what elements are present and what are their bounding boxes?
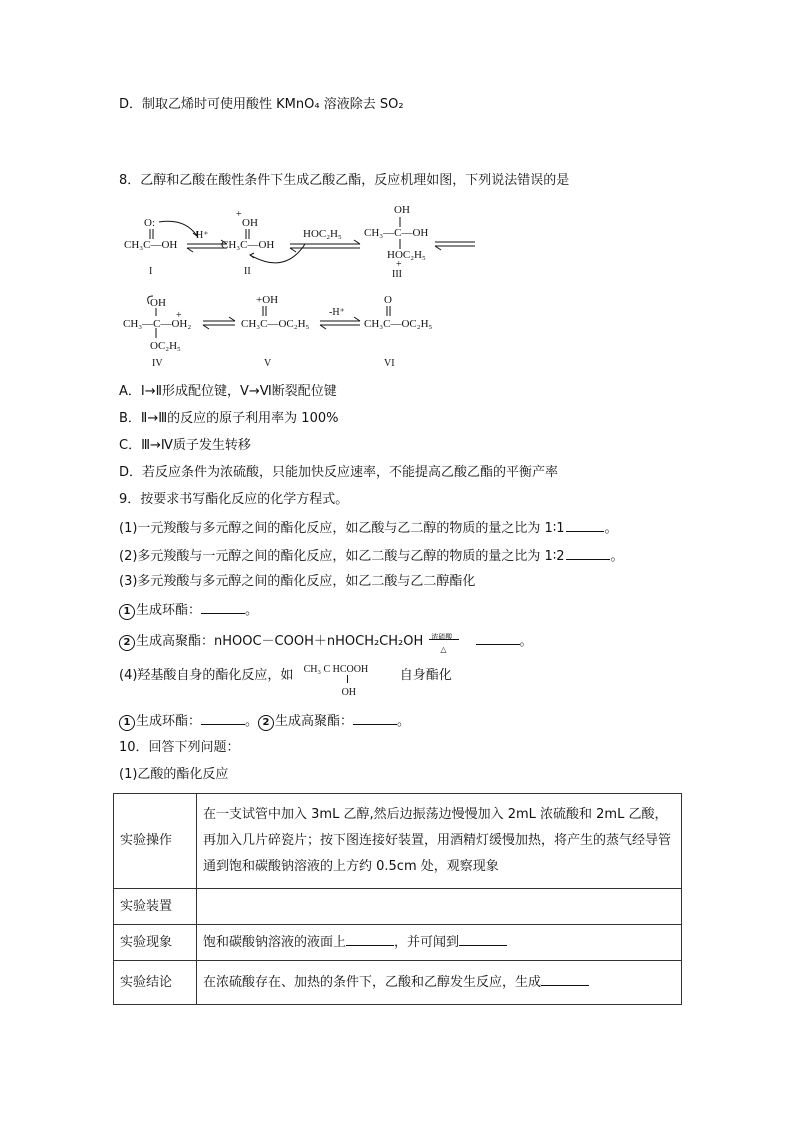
arrow-minus-h: -H⁺ bbox=[329, 307, 345, 318]
s5-top: +OH bbox=[256, 294, 279, 306]
q9-sub-3-text: 生成环酯： bbox=[136, 714, 202, 729]
s6-top: O bbox=[384, 294, 392, 306]
q8-option-d: D．若反应条件为浓硫酸，只能加快反应速率，不能提高乙酸乙酯的平衡产率 bbox=[119, 465, 559, 480]
answer-blank[interactable] bbox=[541, 973, 589, 986]
condition-bottom: △ bbox=[440, 644, 447, 654]
q9-sub-2-text: 生成高聚酯：nHOOC－COOH＋nHOCH₂CH₂OH bbox=[136, 634, 424, 649]
label-6: VI bbox=[384, 358, 395, 369]
experiment-table bbox=[113, 793, 682, 1005]
s6-main: CH₃C—OC₂H₅ bbox=[364, 318, 433, 330]
row-header: 实验结论 bbox=[114, 961, 197, 1005]
s5-main: CH₃C—OC₂H₅ bbox=[241, 318, 310, 330]
table-row bbox=[114, 794, 682, 889]
table-row bbox=[114, 925, 682, 961]
s3-main: CH₃—C—OH bbox=[364, 227, 429, 239]
label-5: V bbox=[264, 358, 272, 369]
curved-arrow-1 bbox=[159, 221, 197, 236]
q9-part-2 bbox=[119, 547, 624, 566]
q9-sub-2 bbox=[119, 632, 533, 654]
q9-part-3: (3)多元羧酸与多元醇之间的酯化反应，如乙二酸与乙二醇酯化 bbox=[119, 574, 476, 589]
period: 。 bbox=[610, 549, 624, 564]
apparatus-cell bbox=[197, 889, 682, 925]
s2-main: CH₃C—OH bbox=[221, 239, 275, 251]
q9-part-1-text: (1)一元羧酸与多元醇之间的酯化反应，如乙酸与乙二醇的物质的量之比为 1∶1 bbox=[119, 521, 565, 536]
q9-part-2-text: (2)多元羧酸与一元醇之间的酯化反应，如乙二酸与乙醇的物质的量之比为 1∶2 bbox=[119, 549, 565, 564]
period: 。 bbox=[245, 714, 259, 729]
formula-bond bbox=[347, 675, 348, 683]
s3-top: OH bbox=[394, 204, 410, 216]
answer-blank[interactable] bbox=[566, 547, 610, 560]
conclusion-text: 在浓硫酸存在、加热的条件下，乙酸和乙醇发生反应，生成 bbox=[203, 974, 542, 990]
condition-top: 浓硫酸 bbox=[431, 632, 453, 641]
table-row bbox=[114, 889, 682, 925]
row-header: 实验装置 bbox=[114, 889, 197, 925]
equilibrium-arrow-3 bbox=[435, 238, 475, 250]
row-content: 在一支试管中加入 3mL 乙醇,然后边振荡边慢慢加入 2mL 浓硫酸和 2mL 乙酸，再加入几片碎瓷片；按下图连接好装置，用酒精灯缓慢加热，将产生的蒸气经导管通到饱和碳酸钠溶液的上方约 0.5cm 处，观察现象 bbox=[197, 794, 682, 889]
q8-option-a: A．Ⅰ→Ⅱ形成配位键，Ⅴ→Ⅵ断裂配位键 bbox=[119, 384, 337, 399]
q9-sub-4-text: 生成高聚酯： bbox=[275, 714, 354, 729]
circled-number: 1 bbox=[119, 604, 135, 620]
q8-option-b: B．Ⅱ→Ⅲ的反应的原子利用率为 100% bbox=[119, 411, 339, 426]
s1-main: CH₃C—OH bbox=[124, 239, 178, 251]
answer-blank[interactable] bbox=[201, 601, 245, 614]
period: 。 bbox=[519, 634, 533, 649]
circled-number: 2 bbox=[119, 635, 135, 651]
answer-blank[interactable] bbox=[566, 519, 604, 532]
row-header: 实验现象 bbox=[114, 925, 197, 961]
q10-stem: 10．回答下列问题： bbox=[119, 740, 240, 755]
s3-bottom: HOC₂H₅ bbox=[387, 249, 426, 261]
label-1: I bbox=[149, 266, 153, 277]
label-2: II bbox=[244, 266, 251, 277]
circled-number: 1 bbox=[119, 715, 135, 731]
s4-plus: + bbox=[176, 310, 182, 321]
q8-option-c: C．Ⅲ→Ⅳ质子发生转移 bbox=[119, 438, 251, 453]
q10-part-1: (1)乙酸的酯化反应 bbox=[119, 767, 229, 782]
circled-number: 2 bbox=[258, 715, 274, 731]
phenomenon-text-a: 饱和碳酸钠溶液的液面上 bbox=[203, 934, 347, 950]
answer-blank[interactable] bbox=[353, 712, 397, 725]
q9-part-4 bbox=[119, 664, 452, 698]
answer-blank[interactable] bbox=[476, 632, 520, 645]
row-content bbox=[197, 925, 682, 961]
q9-part-1 bbox=[119, 519, 618, 538]
s4-bottom: OC₂H₅ bbox=[150, 340, 181, 352]
formula-top: CH₃ C HCOOH bbox=[303, 664, 369, 675]
answer-blank[interactable] bbox=[459, 933, 507, 946]
s2-plus: + bbox=[236, 209, 242, 220]
hydroxy-acid-formula bbox=[298, 664, 396, 698]
formula-bottom: OH bbox=[341, 687, 357, 698]
arrow-h: H⁺ bbox=[196, 230, 209, 241]
period: 。 bbox=[397, 714, 411, 729]
s4-main: CH₃—C—OH₂ bbox=[123, 318, 192, 330]
equilibrium-arrow-5 bbox=[320, 317, 360, 329]
answer-blank[interactable] bbox=[346, 933, 394, 946]
s3-plus: + bbox=[396, 259, 402, 270]
q9-sub-1-text: 生成环酯： bbox=[136, 603, 202, 618]
period: 。 bbox=[245, 603, 259, 618]
reagent: HOC₂H₅ bbox=[303, 228, 342, 240]
row-header: 实验操作 bbox=[114, 794, 197, 889]
period: 。 bbox=[604, 521, 618, 536]
table-row bbox=[114, 961, 682, 1005]
s2-oh: OH bbox=[242, 217, 258, 229]
answer-blank[interactable] bbox=[201, 712, 245, 725]
label-3: III bbox=[392, 269, 402, 280]
double-arrow-icon bbox=[429, 639, 459, 640]
q9-sub-1 bbox=[119, 601, 258, 620]
equilibrium-arrow-4 bbox=[203, 317, 235, 329]
s4-oh: OH bbox=[150, 297, 166, 309]
phenomenon-text-b: ，并可闻到 bbox=[394, 934, 460, 950]
s1-o: O: bbox=[144, 217, 155, 229]
q9-part-4-text-b: 自身酯化 bbox=[399, 668, 452, 683]
reaction-condition bbox=[427, 632, 463, 654]
q9-stem: 9．按要求书写酯化反应的化学方程式。 bbox=[119, 492, 349, 507]
label-4: IV bbox=[152, 358, 163, 369]
q8-stem: 8．乙醇和乙酸在酸性条件下生成乙酸乙酯，反应机理如图，下列说法错误的是 bbox=[119, 173, 570, 188]
q9-part-4-text-a: (4)羟基酸自身的酯化反应，如 bbox=[119, 668, 294, 683]
q9-sub-3-4 bbox=[119, 712, 410, 731]
q7-option-d: D．制取乙烯时可使用酸性 KMnO₄ 溶液除去 SO₂ bbox=[119, 97, 404, 112]
row-content bbox=[197, 961, 682, 1005]
